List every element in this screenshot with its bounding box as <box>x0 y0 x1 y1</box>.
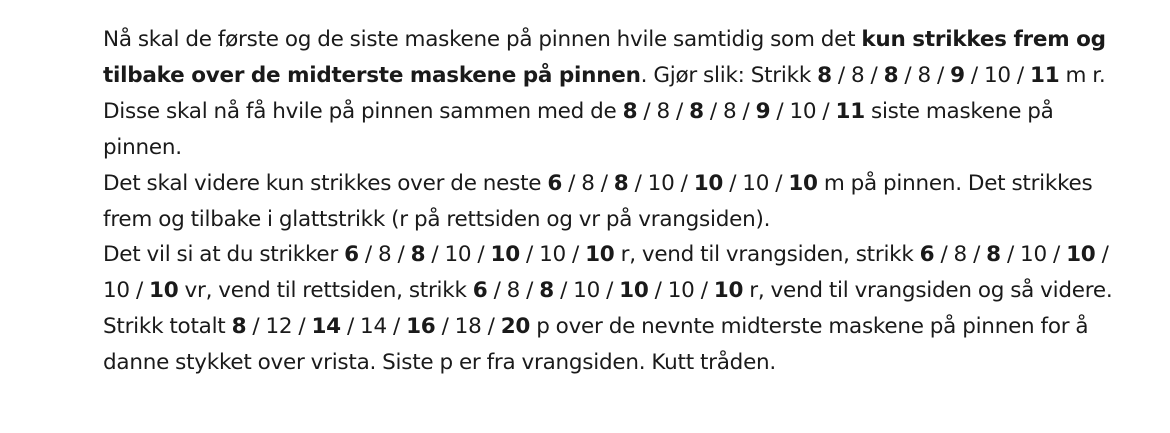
text-run: p over de nevnte midterste maskene på pinnen for å danne stykket over vrista. Siste p er fra vrangsiden. Kutt tråden. <box>103 314 1089 376</box>
text-run: / 8 / <box>637 98 690 124</box>
text-run: / 8 / <box>358 242 411 268</box>
text-run: / 18 / <box>435 314 501 340</box>
text-run: m på pinnen. Det strikkes frem og tilbake i glattstrikk (r på rettsiden og vr på vrangsiden). <box>103 170 1093 232</box>
bold-text-run: 10 <box>788 170 818 196</box>
bold-text-run: 11 <box>1029 62 1060 88</box>
bold-text-run: 10 <box>693 170 724 196</box>
bold-text-run: 10 <box>619 278 649 304</box>
text-run: / 8 / <box>703 98 756 124</box>
text-run: Nå skal de første og de siste maskene på pinnen hvile samtidig som det <box>103 27 862 52</box>
text-run: vr, vend til rettsiden, strikk <box>178 278 473 304</box>
bold-text-run: 8 <box>622 98 638 124</box>
bold-text-run: 16 <box>406 314 436 340</box>
text-run: / 8 / <box>487 278 540 304</box>
bold-text-run: 6 <box>344 242 359 268</box>
bold-text-run: 8 <box>613 170 629 196</box>
bold-text-run: 8 <box>689 98 704 124</box>
bold-text-run: 8 <box>539 278 554 304</box>
text-run: / 10 / <box>770 98 836 124</box>
text-run: / 12 / <box>246 314 312 340</box>
text-run: / 8 / <box>831 62 884 88</box>
bold-text-run: 8 <box>410 242 426 268</box>
bold-text-run: 6 <box>547 170 563 196</box>
text-run: / 10 / <box>964 62 1030 88</box>
bold-text-run: 10 <box>149 278 179 304</box>
text-run: m r. Disse skal nå få hvile på pinnen sammen med de <box>103 62 1106 124</box>
text-run: / 10 / <box>553 278 620 304</box>
bold-text-run: 6 <box>472 278 488 304</box>
bold-text-run: 10 <box>490 242 520 268</box>
text-run: r, vend til vrangsiden, strikk <box>614 242 920 268</box>
text-run: / 8 / <box>934 242 987 268</box>
text-run: / 10 / <box>723 170 789 196</box>
text-run: Det vil si at du strikker <box>103 242 345 268</box>
text-run: / 10 / <box>648 278 714 304</box>
paragraph <box>103 237 1113 381</box>
bold-text-run: 8 <box>817 62 832 88</box>
bold-text-run: 10 <box>713 278 744 304</box>
document-body <box>103 22 1113 381</box>
text-run: / 8 / <box>562 170 614 196</box>
paragraph <box>103 166 1113 238</box>
text-run: / 14 / <box>340 314 407 340</box>
text-run: Det skal videre kun strikkes over de neste <box>103 170 548 196</box>
bold-text-run: kun strikkes frem og tilbake over de midterste maskene på pinnen <box>103 27 1106 88</box>
text-run: / 10 / <box>628 170 694 196</box>
bold-text-run: 8 <box>986 242 1001 268</box>
bold-text-run: 14 <box>311 314 341 340</box>
text-run: / 10 / <box>1000 242 1067 268</box>
text-run: / 10 / <box>519 242 586 268</box>
bold-text-run: 20 <box>500 314 531 340</box>
text-run: r, vend til vrangsiden og så videre. Strikk totalt <box>103 278 1113 340</box>
bold-text-run: 9 <box>755 98 771 124</box>
bold-text-run: 9 <box>950 62 965 88</box>
text-run: . Gjør slik: Strikk <box>640 62 818 88</box>
text-run: / 10 / <box>425 242 491 268</box>
bold-text-run: 8 <box>883 62 899 88</box>
text-run: / 10 / <box>103 242 1109 304</box>
bold-text-run: 10 <box>585 242 615 268</box>
bold-text-run: 11 <box>835 98 865 124</box>
bold-text-run: 6 <box>919 242 935 268</box>
text-run: siste maskene på pinnen. <box>103 98 1054 160</box>
paragraph <box>103 22 1113 166</box>
text-run: / 8 / <box>898 62 951 88</box>
bold-text-run: 10 <box>1066 242 1096 268</box>
bold-text-run: 8 <box>231 314 247 340</box>
